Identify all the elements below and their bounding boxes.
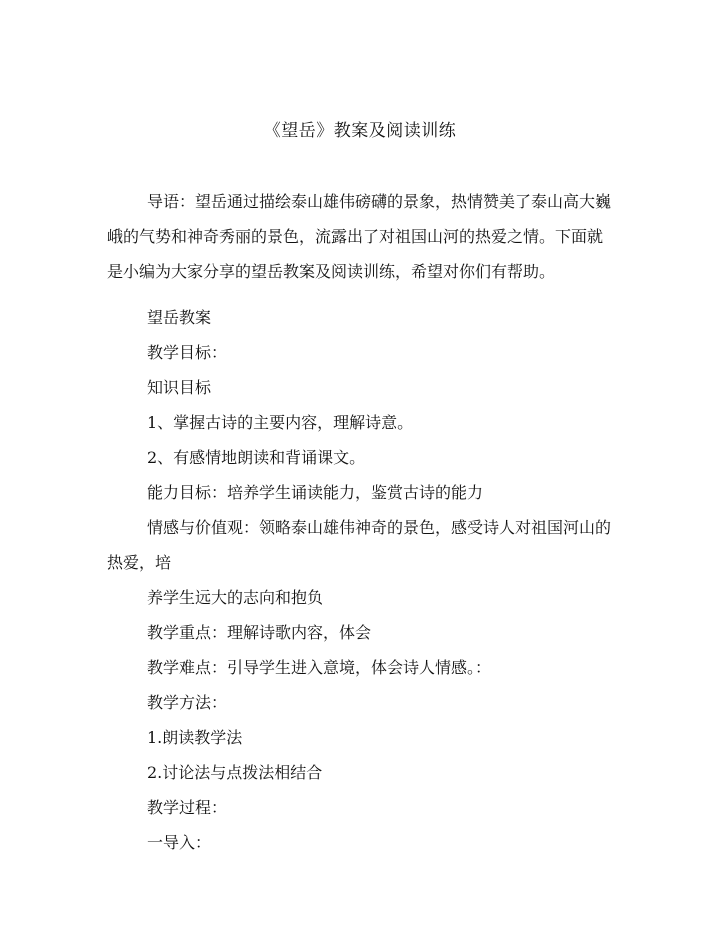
paragraph-ability-goals: 能力目标：培养学生诵读能力，鉴赏古诗的能力 bbox=[147, 483, 484, 502]
paragraph-goal-1: 1、掌握古诗的主要内容，理解诗意。 bbox=[147, 413, 414, 432]
paragraph-method-2: 2.讨论法与点拨法相结合 bbox=[147, 763, 323, 782]
paragraph-teaching-methods: 教学方法： bbox=[147, 693, 228, 712]
paragraph-lesson-plan-heading: 望岳教案 bbox=[147, 308, 212, 327]
paragraph-knowledge-goals: 知识目标 bbox=[147, 378, 212, 397]
paragraph-emotion-goals-continued: 养学生远大的志向和抱负 bbox=[147, 588, 324, 607]
document-body bbox=[107, 184, 612, 860]
paragraph-method-1: 1.朗读教学法 bbox=[147, 728, 243, 747]
document-title: 《望岳》教案及阅读训练 bbox=[263, 121, 457, 141]
paragraph-goal-2: 2、有感情地朗读和背诵课文。 bbox=[147, 448, 366, 467]
paragraph-teaching-goals: 教学目标： bbox=[147, 343, 228, 362]
paragraph-teaching-process: 教学过程： bbox=[147, 798, 228, 817]
paragraph-emotion-goals: 情感与价值观：领略泰山雄伟神奇的景色，感受诗人对祖国河山的热爱，培 bbox=[107, 518, 612, 572]
paragraph-teaching-difficulty: 教学难点：引导学生进入意境，体会诗人情感。： bbox=[147, 658, 492, 677]
paragraph-intro: 导语：望岳通过描绘泰山雄伟磅礴的景象，热情赞美了泰山高大巍峨的气势和神奇秀丽的景色，流露出了对祖国山河的热爱之情。下面就是小编为大家分享的望岳教案及阅读训练，希望对你们有帮助。 bbox=[107, 192, 612, 281]
paragraph-teaching-focus: 教学重点：理解诗歌内容，体会 bbox=[147, 623, 372, 642]
paragraph-introduction-step: 一导入： bbox=[147, 833, 212, 852]
